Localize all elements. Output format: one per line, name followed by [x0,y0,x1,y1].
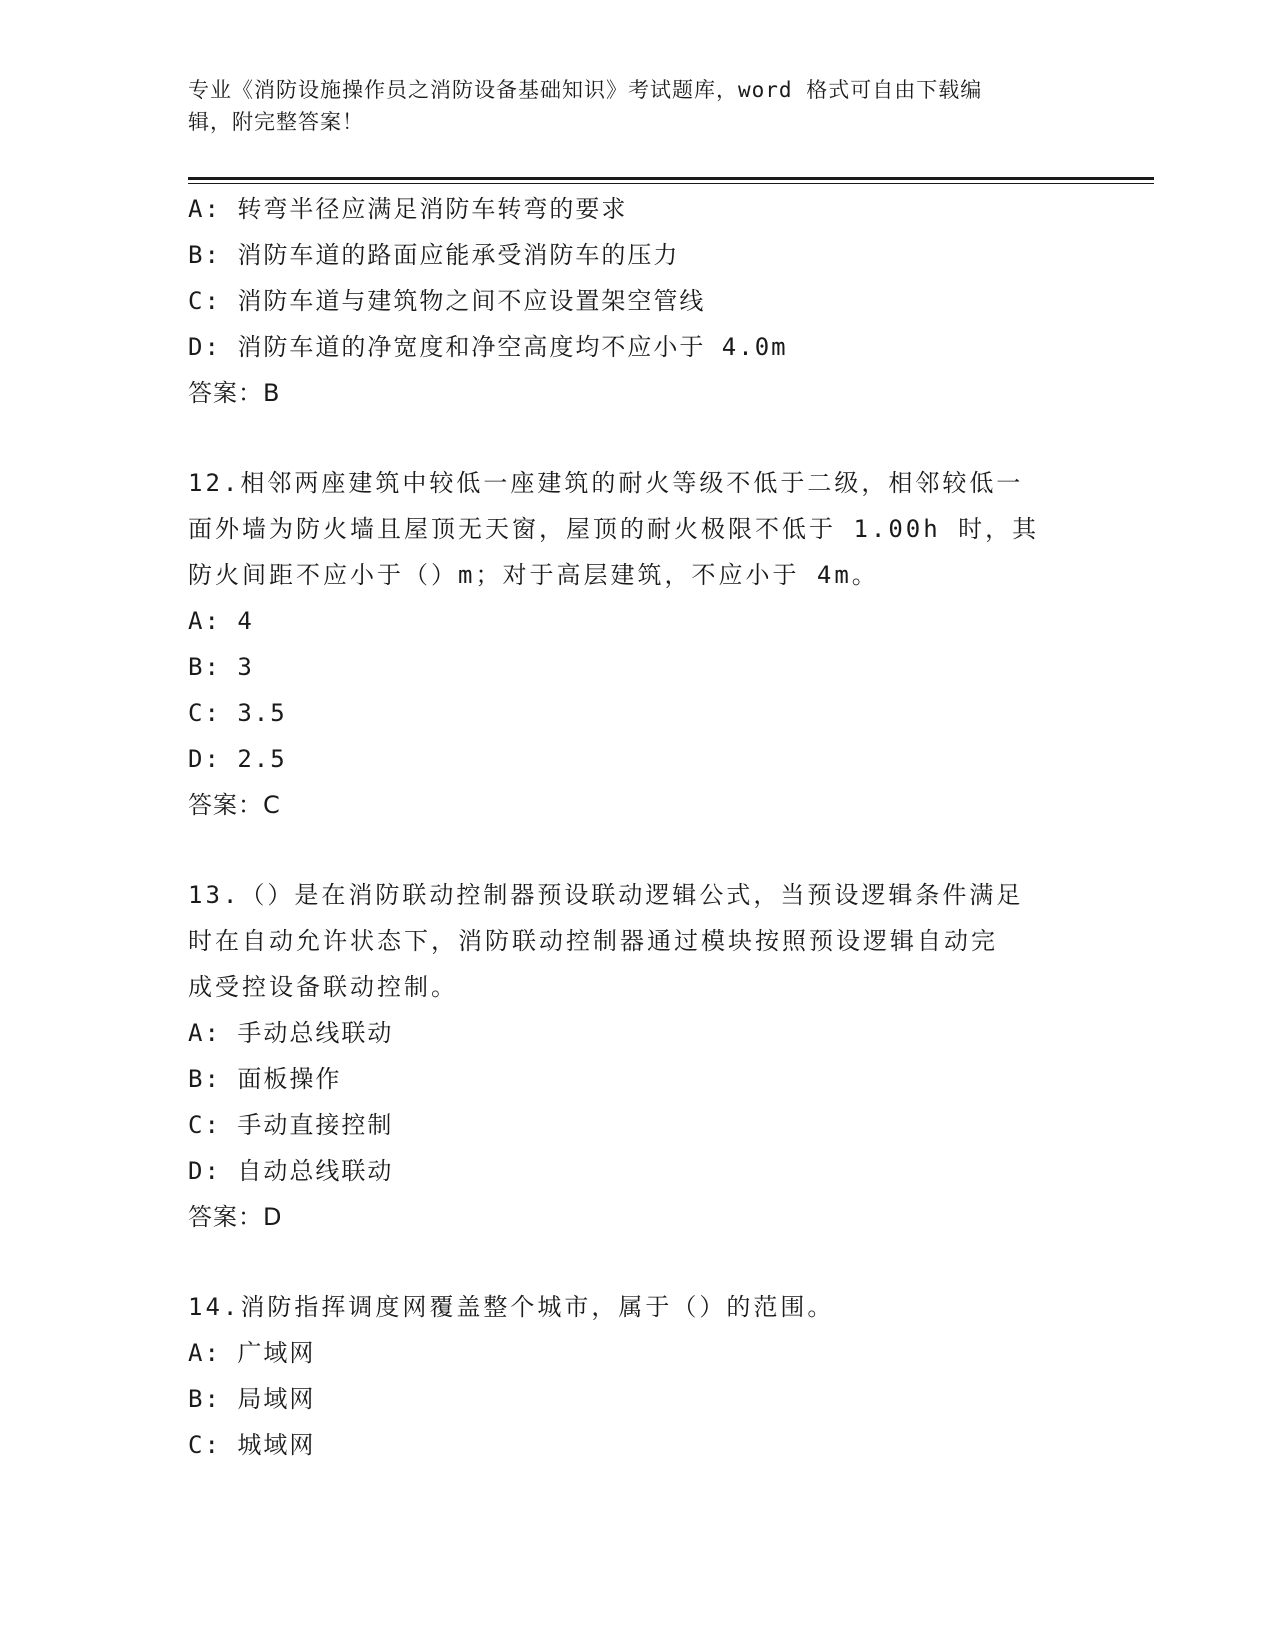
question-12 [188,460,1088,828]
option-b: B: 3 [188,653,254,681]
option-c: C: 3.5 [188,699,287,727]
option-d: D: 消防车道的净宽度和净空高度均不应小于 4.0m [188,333,788,361]
option-a: A: 4 [188,607,254,635]
answer: 答案：B [188,379,281,407]
answer: 答案：C [188,791,281,819]
header-divider-thin [188,183,1154,184]
option-d: D: 自动总线联动 [188,1157,394,1185]
question-text-line: 成受控设备联动控制。 [188,973,458,1001]
header-divider-thick [188,177,1154,180]
option-b: B: 面板操作 [188,1065,342,1093]
option-a: A: 广域网 [188,1339,316,1367]
spacer [188,1240,1088,1284]
option-a: A: 手动总线联动 [188,1019,394,1047]
question-13 [188,872,1088,1240]
question-text-line: 面外墙为防火墙且屋顶无天窗，屋顶的耐火极限不低于 1.00h 时，其 [188,515,1040,543]
question-list [188,186,1088,1468]
header-line-1: 专业《消防设施操作员之消防设备基础知识》考试题库，word 格式可自由下载编 [188,78,983,102]
question-text-line: 时在自动允许状态下，消防联动控制器通过模块按照预设逻辑自动完 [188,927,998,955]
option-b: B: 消防车道的路面应能承受消防车的压力 [188,241,680,269]
spacer [188,416,1088,460]
option-c: C: 消防车道与建筑物之间不应设置架空管线 [188,287,706,315]
option-d: D: 2.5 [188,745,287,773]
document-header [188,74,1068,138]
question-text [188,872,1088,1010]
question-text-line: 14.消防指挥调度网覆盖整个城市，属于（）的范围。 [188,1293,835,1321]
spacer [188,828,1088,872]
question-text-line: 防火间距不应小于（）m；对于高层建筑，不应小于 4m。 [188,561,879,589]
option-c: C: 城域网 [188,1431,316,1459]
option-a: A: 转弯半径应满足消防车转弯的要求 [188,195,628,223]
option-c: C: 手动直接控制 [188,1111,394,1139]
question-11 [188,186,1088,416]
question-14 [188,1284,1088,1468]
answer: 答案：D [188,1203,283,1231]
option-b: B: 局域网 [188,1385,316,1413]
question-text [188,1284,1088,1330]
question-text-line: 13.（）是在消防联动控制器预设联动逻辑公式，当预设逻辑条件满足 [188,881,1024,909]
question-text-line: 12.相邻两座建筑中较低一座建筑的耐火等级不低于二级，相邻较低一 [188,469,1024,497]
question-text [188,460,1088,598]
header-line-2: 辑，附完整答案！ [188,110,364,134]
